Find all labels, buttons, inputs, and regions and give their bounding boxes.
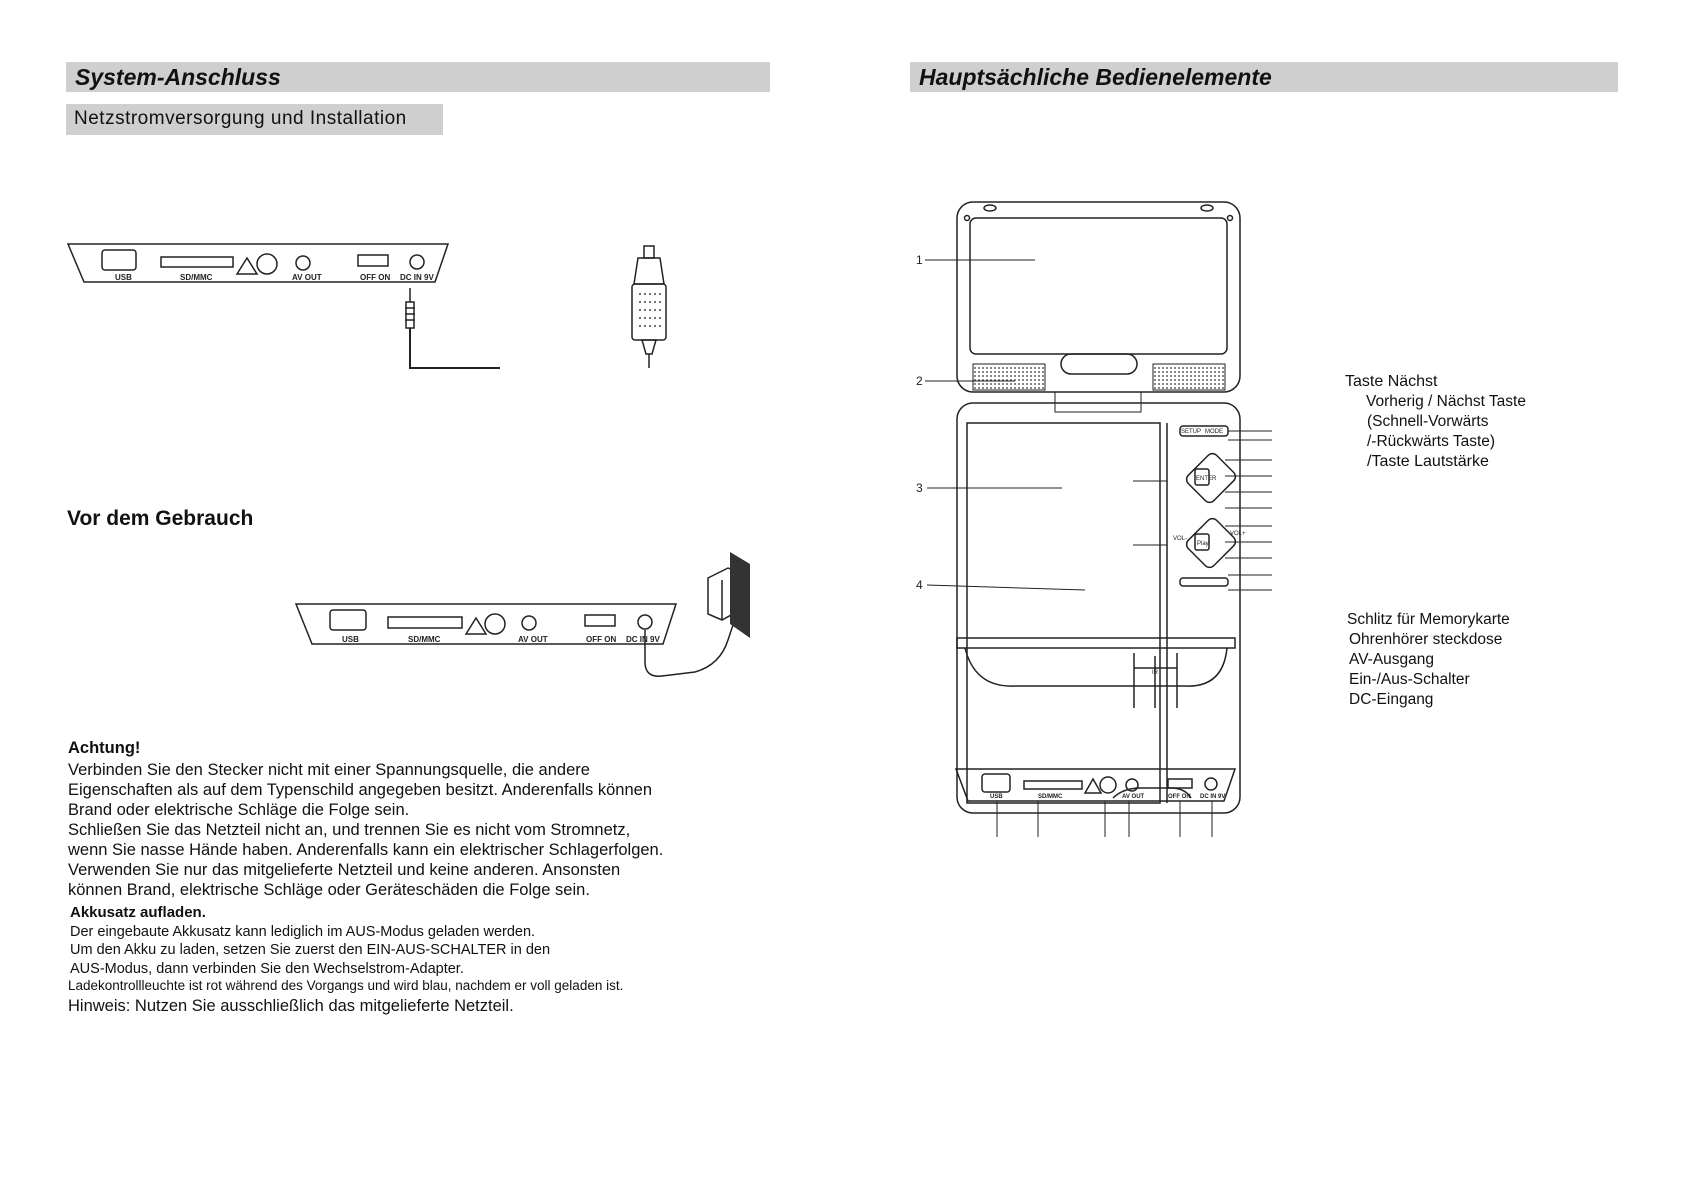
charging-line: AUS-Modus, dann verbinden Sie den Wechselstrom-Adapter.	[70, 960, 464, 977]
warning-line: Verwenden Sie nur das mitgelieferte Netzteil und keine anderen. Ansonsten	[68, 861, 621, 879]
warning-line: Verbinden Sie den Stecker nicht mit einer Spannungsquelle, die andere	[68, 761, 590, 779]
warning-line: können Brand, elektrische Schläge oder Geräteschäden die Folge sein.	[68, 881, 590, 899]
port-label-offon: OFF ON	[586, 635, 617, 644]
port-label: AV-Ausgang	[1349, 651, 1435, 668]
warning-line: Schließen Sie das Netzteil nicht an, und trennen Sie es nicht vom Stromnetz,	[68, 821, 631, 839]
car-cigarette-plug	[620, 244, 680, 374]
button-volplus-label: VOL+	[1230, 531, 1246, 537]
warning-block	[68, 738, 708, 900]
section-banner-system-connection	[66, 62, 770, 92]
section-banner-main-controls	[910, 62, 1618, 92]
callout-lines	[925, 260, 1272, 590]
port-label-dcin: DC IN 9V	[1200, 794, 1226, 800]
port-label-dcin: DC IN 9V	[626, 635, 660, 644]
port-label: Ohrenhörer steckdose	[1349, 631, 1503, 648]
charging-line: Der eingebaute Akkusatz kann lediglich im AUS-Modus geladen werden.	[70, 923, 536, 940]
section-title: System-Anschluss	[75, 64, 281, 90]
port-label: Ein-/Aus-Schalter	[1349, 671, 1470, 688]
dvd-player-diagram	[905, 198, 1285, 853]
charging-led-note: Ladekontrollleuchte ist rot während des Vorgangs und wird blau, nachdem er voll geladen ist.	[68, 978, 624, 993]
charging-block	[70, 904, 710, 978]
button-mode-label: MODE	[1205, 429, 1223, 435]
car-adapter-connection-diagram	[60, 240, 500, 380]
port-label-usb: USB	[990, 794, 1003, 800]
ac-adapter-connection-diagram	[290, 550, 760, 685]
warning-line: wenn Sie nasse Hände haben. Anderenfalls kann ein elektrischer Schlagerfolgen.	[68, 841, 664, 859]
port-label-sdmmc: SD/MMC	[180, 273, 213, 282]
button-volminus-label: VOL-	[1173, 536, 1188, 542]
subsection-banner-power	[66, 104, 443, 135]
warning-line: Eigenschaften als auf dem Typenschild angegeben besitzt. Anderenfalls können	[68, 781, 653, 799]
port-label-dcin: DC IN 9V	[400, 273, 434, 282]
button-play-label: Play	[1197, 541, 1209, 547]
button-labels-block	[1345, 372, 1675, 472]
subsection-title: Netzstromversorgung und Installation	[74, 108, 407, 129]
warning-line: Brand oder elektrische Schläge die Folge sein.	[68, 801, 410, 819]
callout-number: 4	[916, 578, 923, 592]
charging-title: Akkusatz aufladen.	[70, 904, 206, 921]
port-labels-block	[1347, 610, 1677, 710]
port-label-sdmmc: SD/MMC	[408, 635, 441, 644]
heading-before-use: Vor dem Gebrauch	[67, 507, 254, 530]
port-label-offon: OFF ON	[1168, 794, 1191, 800]
callout-number: 3	[916, 481, 923, 495]
ir-label: IR	[1152, 670, 1158, 676]
port-label-avout: AV OUT	[292, 273, 322, 282]
port-label-offon: OFF ON	[360, 273, 391, 282]
port-label-avout: AV OUT	[1122, 794, 1145, 800]
side-port-panel-diagram	[950, 765, 1240, 845]
button-label: /-Rückwärts Taste)	[1367, 433, 1496, 450]
front-edge-view	[957, 638, 1235, 708]
button-label: Taste Nächst	[1345, 373, 1438, 390]
port-label: Schlitz für Memorykarte	[1347, 611, 1510, 628]
port-label-sdmmc: SD/MMC	[1038, 794, 1063, 800]
button-label: /Taste Lautstärke	[1367, 453, 1489, 470]
port-label-usb: USB	[342, 635, 359, 644]
button-label: (Schnell-Vorwärts	[1367, 413, 1489, 430]
charging-hint: Hinweis: Nutzen Sie ausschließlich das mitgelieferte Netzteil.	[68, 997, 514, 1015]
warning-title: Achtung!	[68, 739, 141, 757]
button-setup-label: SETUP	[1181, 429, 1202, 435]
callout-number: 2	[916, 374, 923, 388]
button-enter-label: ENTER	[1196, 476, 1217, 482]
player-base	[957, 403, 1240, 813]
charging-line: Um den Akku zu laden, setzen Sie zuerst den EIN-AUS-SCHALTER in den	[70, 942, 551, 958]
section-title: Hauptsächliche Bedienelemente	[919, 64, 1272, 90]
port-label-avout: AV OUT	[518, 635, 548, 644]
port-label-usb: USB	[115, 273, 132, 282]
dc-plug-cable	[405, 288, 500, 368]
button-label: Vorherig / Nächst Taste	[1366, 393, 1526, 410]
port-label: DC-Eingang	[1349, 691, 1434, 708]
callout-number: 1	[916, 253, 923, 267]
